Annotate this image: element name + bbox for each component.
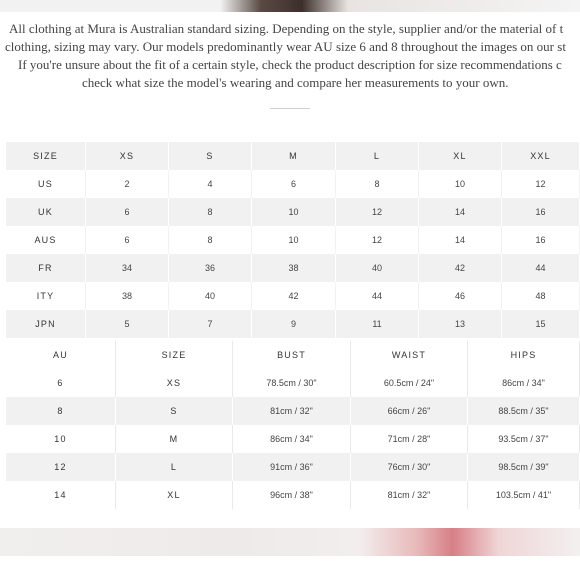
row-label: 8 bbox=[6, 397, 116, 425]
table-cell: 7 bbox=[169, 310, 252, 338]
table-cell: 86cm / 34" bbox=[468, 369, 580, 397]
row-label: ITY bbox=[6, 282, 86, 310]
row-label: 12 bbox=[6, 453, 116, 481]
table-cell: 11 bbox=[336, 310, 419, 338]
table-cell: 15 bbox=[502, 310, 580, 338]
table-row bbox=[6, 369, 580, 397]
row-label: 10 bbox=[6, 425, 116, 453]
table-cell: 86cm / 34" bbox=[233, 425, 351, 453]
table-cell: 12 bbox=[336, 198, 419, 226]
table-cell: 12 bbox=[502, 170, 580, 198]
intro-line: All clothing at Mura is Australian standard sizing. Depending on the style, supplier and/or the material of t bbox=[9, 21, 564, 36]
table-cell: 10 bbox=[252, 226, 336, 254]
column-header: AU bbox=[6, 341, 116, 369]
table-header-row bbox=[6, 142, 580, 170]
table-cell: 88.5cm / 35" bbox=[468, 397, 580, 425]
table-cell: 42 bbox=[419, 254, 502, 282]
intro-line: check what size the model's wearing and compare her measurements to your own. bbox=[82, 75, 509, 90]
table-cell: 2 bbox=[86, 170, 169, 198]
table-cell: 46 bbox=[419, 282, 502, 310]
column-header: XS bbox=[86, 142, 169, 170]
table-cell: 8 bbox=[169, 226, 252, 254]
table-cell: 40 bbox=[336, 254, 419, 282]
table-cell: 38 bbox=[86, 282, 169, 310]
table-cell: 96cm / 38" bbox=[233, 481, 351, 509]
table-cell: 16 bbox=[502, 198, 580, 226]
table-cell: 13 bbox=[419, 310, 502, 338]
table-row bbox=[6, 170, 580, 198]
table-cell: 5 bbox=[86, 310, 169, 338]
table-cell: 40 bbox=[169, 282, 252, 310]
table-cell: 81cm / 32" bbox=[233, 397, 351, 425]
row-label: AUS bbox=[6, 226, 86, 254]
table-cell: 9 bbox=[252, 310, 336, 338]
top-image-strip bbox=[0, 0, 580, 12]
table-cell: 14 bbox=[419, 198, 502, 226]
column-header: XL bbox=[419, 142, 502, 170]
table-cell: S bbox=[116, 397, 233, 425]
table-cell: 81cm / 32" bbox=[351, 481, 468, 509]
table-cell: 12 bbox=[336, 226, 419, 254]
table-cell: 14 bbox=[419, 226, 502, 254]
table-row bbox=[6, 453, 580, 481]
table-cell: 44 bbox=[336, 282, 419, 310]
table-cell: 10 bbox=[252, 198, 336, 226]
column-header: HIPS bbox=[468, 341, 580, 369]
bottom-image-strip bbox=[0, 528, 580, 556]
table-cell: 36 bbox=[169, 254, 252, 282]
table-row bbox=[6, 310, 580, 338]
table-row bbox=[6, 282, 580, 310]
table-cell: 60.5cm / 24" bbox=[351, 369, 468, 397]
table-cell: 91cm / 36" bbox=[233, 453, 351, 481]
column-header: SIZE bbox=[6, 142, 86, 170]
table-cell: 48 bbox=[502, 282, 580, 310]
column-header: WAIST bbox=[351, 341, 468, 369]
table-cell: 6 bbox=[86, 198, 169, 226]
table-cell: XS bbox=[116, 369, 233, 397]
table-cell: 66cm / 26" bbox=[351, 397, 468, 425]
table-row bbox=[6, 254, 580, 282]
table-cell: 34 bbox=[86, 254, 169, 282]
row-label: JPN bbox=[6, 310, 86, 338]
column-header: L bbox=[336, 142, 419, 170]
table-cell: 103.5cm / 41" bbox=[468, 481, 580, 509]
table-row bbox=[6, 481, 580, 509]
column-header: M bbox=[252, 142, 336, 170]
intro-line: If you're unsure about the fit of a certain style, check the product description for size recommendations c bbox=[18, 57, 562, 72]
column-header: XXL bbox=[502, 142, 580, 170]
table-cell: 93.5cm / 37" bbox=[468, 425, 580, 453]
table-cell: 8 bbox=[169, 198, 252, 226]
divider bbox=[270, 108, 310, 109]
table-cell: XL bbox=[116, 481, 233, 509]
table-cell: 8 bbox=[336, 170, 419, 198]
table-cell: L bbox=[116, 453, 233, 481]
table-row bbox=[6, 198, 580, 226]
row-label: US bbox=[6, 170, 86, 198]
table-cell: 71cm / 28" bbox=[351, 425, 468, 453]
table-cell: 6 bbox=[86, 226, 169, 254]
table-cell: 38 bbox=[252, 254, 336, 282]
intro-line: clothing, sizing may vary. Our models predominantly wear AU size 6 and 8 throughout the images on our st bbox=[5, 39, 566, 54]
table-cell: M bbox=[116, 425, 233, 453]
table-cell: 76cm / 30" bbox=[351, 453, 468, 481]
row-label: UK bbox=[6, 198, 86, 226]
column-header: S bbox=[169, 142, 252, 170]
table-row bbox=[6, 425, 580, 453]
table-row bbox=[6, 397, 580, 425]
column-header: SIZE bbox=[116, 341, 233, 369]
row-label: 14 bbox=[6, 481, 116, 509]
table-cell: 16 bbox=[502, 226, 580, 254]
table-cell: 6 bbox=[252, 170, 336, 198]
table-cell: 10 bbox=[419, 170, 502, 198]
sizing-intro-text bbox=[0, 20, 580, 100]
table-cell: 4 bbox=[169, 170, 252, 198]
size-conversion-table bbox=[6, 142, 580, 338]
table-cell: 98.5cm / 39" bbox=[468, 453, 580, 481]
table-cell: 44 bbox=[502, 254, 580, 282]
table-cell: 42 bbox=[252, 282, 336, 310]
row-label: FR bbox=[6, 254, 86, 282]
column-header: BUST bbox=[233, 341, 351, 369]
table-header-row bbox=[6, 341, 580, 369]
body-measurement-table bbox=[6, 341, 580, 509]
table-cell: 78.5cm / 30" bbox=[233, 369, 351, 397]
row-label: 6 bbox=[6, 369, 116, 397]
table-row bbox=[6, 226, 580, 254]
